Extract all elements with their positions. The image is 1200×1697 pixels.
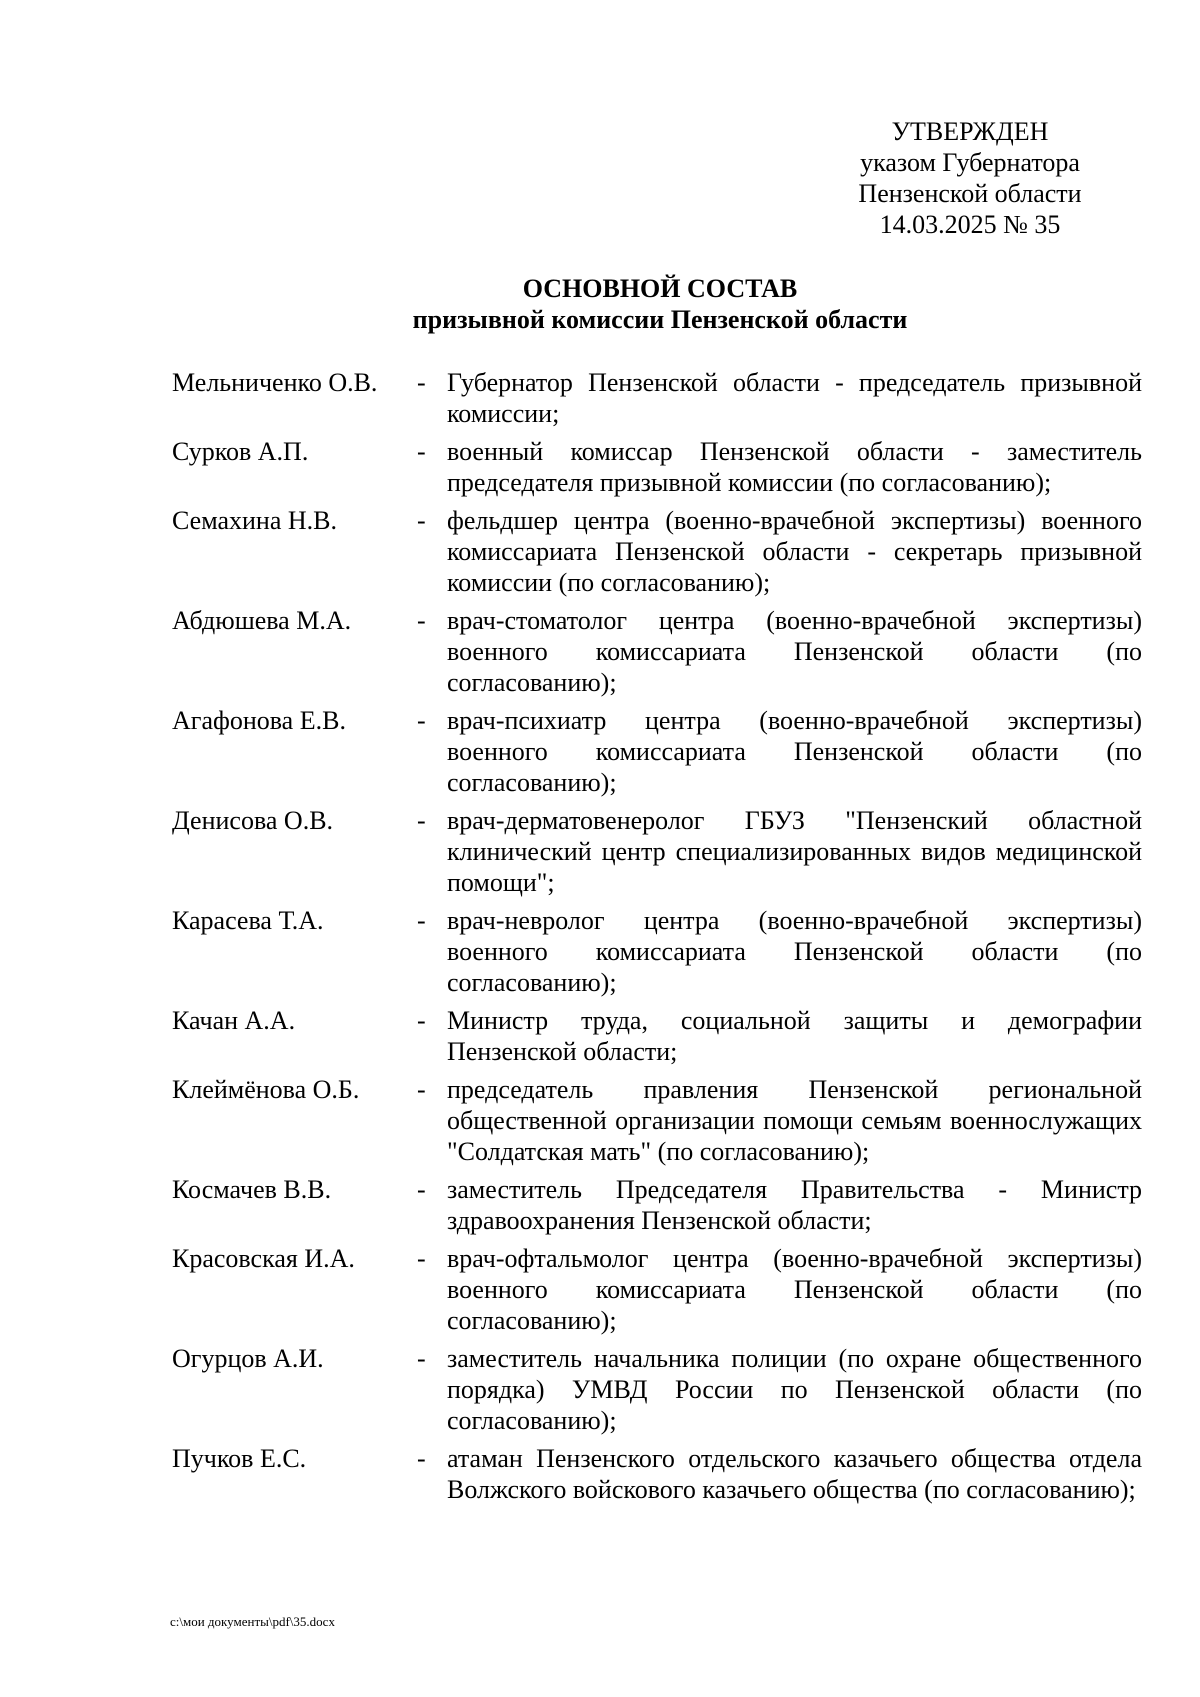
member-name: Семахина Н.В.: [172, 506, 338, 535]
approval-status: УТВЕРЖДЕН: [891, 117, 1049, 146]
member-role: врач-стоматолог центра (военно-врачебной экспертизы) военного комиссариата Пензенской области (по согласованию);: [447, 606, 1142, 697]
member-name: Абдюшева М.А.: [172, 606, 352, 635]
member-name: Сурков А.П.: [172, 437, 309, 466]
member-row: [172, 505, 1142, 598]
title-main: ОСНОВНОЙ СОСТАВ: [522, 274, 798, 303]
member-separator: -: [417, 437, 426, 466]
member-role: врач-психиатр центра (военно-врачебной экспертизы) военного комиссариата Пензенской области (по согласованию);: [447, 706, 1142, 797]
member-row: [172, 1174, 1142, 1236]
member-row: [172, 705, 1142, 798]
member-separator: -: [417, 606, 426, 635]
member-separator: -: [417, 1175, 426, 1204]
approval-date-number: 14.03.2025 № 35: [879, 210, 1061, 239]
member-separator: -: [417, 706, 426, 735]
member-row: [172, 436, 1142, 498]
footer-file-path: c:\мои документы\pdf\35.docx: [170, 1614, 335, 1629]
member-row: [172, 1443, 1142, 1505]
member-separator: -: [417, 806, 426, 835]
member-name: Денисова О.В.: [172, 806, 334, 835]
member-role: Губернатор Пензенской области - председатель призывной комиссии;: [447, 368, 1142, 428]
member-role: заместитель начальника полиции (по охране общественного порядка) УМВД России по Пензенской области (по согласованию);: [447, 1344, 1142, 1435]
member-role: врач-офтальмолог центра (военно-врачебной экспертизы) военного комиссариата Пензенской области (по согласованию);: [447, 1244, 1142, 1335]
member-name: Космачев В.В.: [172, 1175, 332, 1204]
member-role: Министр труда, социальной защиты и демографии Пензенской области;: [447, 1006, 1142, 1066]
member-separator: -: [417, 1244, 426, 1273]
members-list: [172, 367, 1142, 1512]
member-separator: -: [417, 1075, 426, 1104]
member-row: [172, 805, 1142, 898]
member-row: [172, 905, 1142, 998]
member-separator: -: [417, 1344, 426, 1373]
approval-region: Пензенской области: [858, 179, 1082, 208]
document-title: [160, 273, 1160, 335]
approval-stamp: [820, 116, 1120, 240]
member-row: [172, 1243, 1142, 1336]
member-separator: -: [417, 1444, 426, 1473]
member-role: врач-невролог центра (военно-врачебной экспертизы) военного комиссариата Пензенской области (по согласованию);: [447, 906, 1142, 997]
member-separator: -: [417, 906, 426, 935]
member-role: атаман Пензенского отдельского казачьего общества отдела Волжского войскового казачьего общества (по согласованию);: [447, 1444, 1142, 1504]
member-row: [172, 1005, 1142, 1067]
member-row: [172, 1343, 1142, 1436]
member-role: заместитель Председателя Правительства - Министр здравоохранения Пензенской области;: [447, 1175, 1142, 1235]
member-name: Агафонова Е.В.: [172, 706, 346, 735]
member-row: [172, 605, 1142, 698]
member-separator: -: [417, 506, 426, 535]
member-role: фельдшер центра (военно-врачебной экспертизы) военного комиссариата Пензенской области - секретарь призывной комиссии (по согласованию);: [447, 506, 1142, 597]
member-name: Качан А.А.: [172, 1006, 296, 1035]
member-name: Мельниченко О.В.: [172, 368, 378, 397]
member-role: военный комиссар Пензенской области - заместитель председателя призывной комиссии (по согласованию);: [447, 437, 1142, 497]
member-row: [172, 1074, 1142, 1167]
member-name: Клеймёнова О.Б.: [172, 1075, 360, 1104]
member-name: Карасева Т.А.: [172, 906, 324, 935]
member-role: председатель правления Пензенской региональной общественной организации помощи семьям военнослужащих "Солдатская мать" (по согласованию);: [447, 1075, 1142, 1166]
member-row: [172, 367, 1142, 429]
approval-decree: указом Губернатора: [860, 148, 1080, 177]
member-name: Пучков Е.С.: [172, 1444, 307, 1473]
member-role: врач-дерматовенеролог ГБУЗ "Пензенский областной клинический центр специализированных видов медицинской помощи";: [447, 806, 1142, 897]
member-separator: -: [417, 368, 426, 397]
member-name: Огурцов А.И.: [172, 1344, 324, 1373]
member-separator: -: [417, 1006, 426, 1035]
member-name: Красовская И.А.: [172, 1244, 355, 1273]
title-sub: призывной комиссии Пензенской области: [412, 305, 908, 334]
